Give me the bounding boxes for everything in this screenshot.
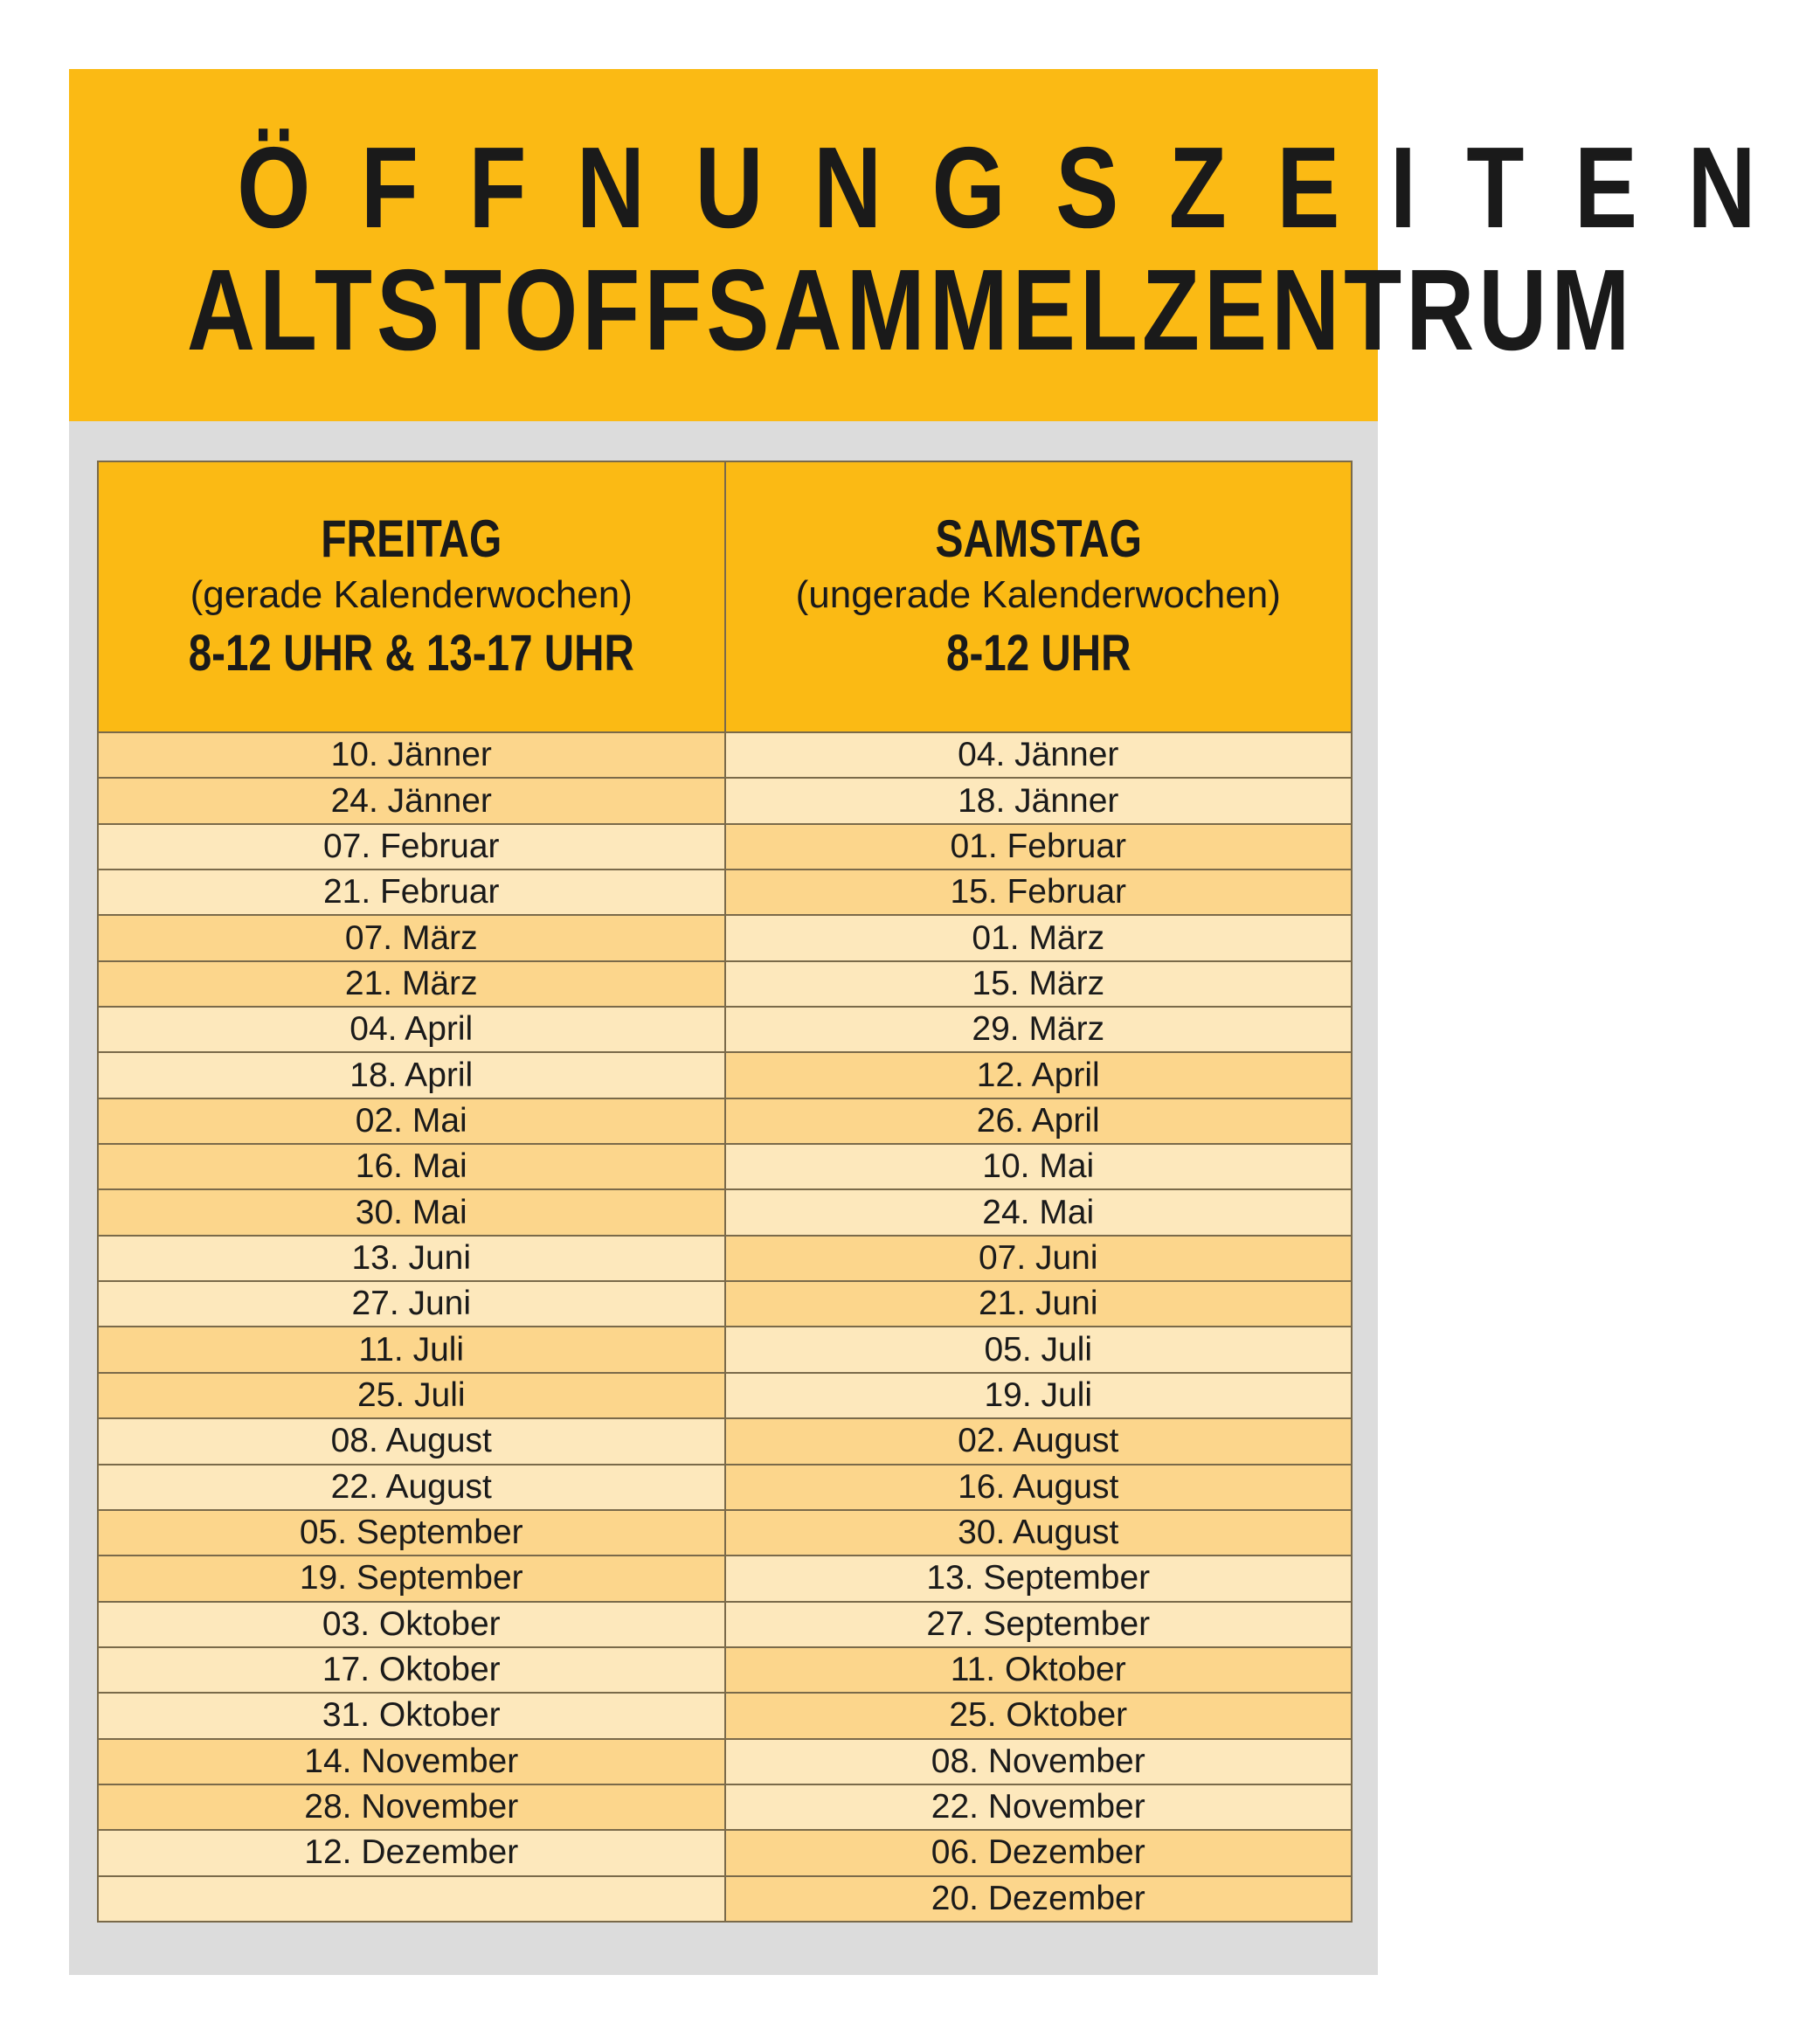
- table-row: [98, 1830, 1352, 1875]
- schedule-table: [97, 461, 1353, 1923]
- saturday-date-cell: 24. Mai: [725, 1189, 1353, 1235]
- friday-date-cell: 12. Dezember: [98, 1830, 725, 1875]
- table-row: [98, 1693, 1352, 1738]
- saturday-date-cell: 15. März: [725, 961, 1353, 1007]
- friday-day-label: FREITAG: [321, 509, 502, 568]
- table-row: [98, 1739, 1352, 1784]
- friday-date-cell: 11. Juli: [98, 1327, 725, 1372]
- friday-date-cell: 08. August: [98, 1418, 725, 1464]
- friday-date-cell: 25. Juli: [98, 1373, 725, 1418]
- friday-date-cell: 07. Februar: [98, 824, 725, 870]
- friday-date-cell: 02. Mai: [98, 1098, 725, 1144]
- saturday-date-cell: 08. November: [725, 1739, 1353, 1784]
- friday-date-cell: 07. März: [98, 915, 725, 960]
- friday-date-cell: 17. Oktober: [98, 1647, 725, 1693]
- table-row: [98, 1189, 1352, 1235]
- table-row: [98, 961, 1352, 1007]
- saturday-date-cell: 22. November: [725, 1784, 1353, 1830]
- table-row: [98, 870, 1352, 915]
- page-title: ÖFFNUNGSZEITEN: [237, 123, 1806, 252]
- table-row: [98, 778, 1352, 823]
- table-header-row: [98, 461, 1352, 732]
- table-row: [98, 1281, 1352, 1327]
- saturday-date-cell: 11. Oktober: [725, 1647, 1353, 1693]
- friday-date-cell: 19. September: [98, 1556, 725, 1601]
- saturday-date-cell: 05. Juli: [725, 1327, 1353, 1372]
- saturday-date-cell: 04. Jänner: [725, 732, 1353, 778]
- friday-date-cell: [98, 1876, 725, 1922]
- table-row: [98, 1327, 1352, 1372]
- table-row: [98, 1418, 1352, 1464]
- saturday-date-cell: 02. August: [725, 1418, 1353, 1464]
- friday-date-cell: 31. Oktober: [98, 1693, 725, 1738]
- friday-header: [98, 461, 725, 732]
- friday-date-cell: 30. Mai: [98, 1189, 725, 1235]
- friday-date-cell: 21. Februar: [98, 870, 725, 915]
- friday-date-cell: 16. Mai: [98, 1144, 725, 1189]
- table-row: [98, 1144, 1352, 1189]
- saturday-date-cell: 12. April: [725, 1052, 1353, 1098]
- saturday-date-cell: 01. Februar: [725, 824, 1353, 870]
- saturday-hours: 8-12 UHR: [945, 625, 1131, 682]
- saturday-date-cell: 06. Dezember: [725, 1830, 1353, 1875]
- saturday-date-cell: 07. Juni: [725, 1236, 1353, 1281]
- saturday-date-cell: 15. Februar: [725, 870, 1353, 915]
- table-row: [98, 915, 1352, 960]
- saturday-note: (ungerade Kalenderwochen): [795, 573, 1281, 616]
- saturday-date-cell: 10. Mai: [725, 1144, 1353, 1189]
- friday-date-cell: 22. August: [98, 1465, 725, 1510]
- saturday-date-cell: 13. September: [725, 1556, 1353, 1601]
- saturday-date-cell: 26. April: [725, 1098, 1353, 1144]
- page-subtitle: ALTSTOFFSAMMELZENTRUM: [186, 246, 1635, 374]
- saturday-date-cell: 16. August: [725, 1465, 1353, 1510]
- saturday-date-cell: 21. Juni: [725, 1281, 1353, 1327]
- saturday-header: [725, 461, 1353, 732]
- friday-date-cell: 05. September: [98, 1510, 725, 1556]
- table-row: [98, 1556, 1352, 1601]
- saturday-date-cell: 01. März: [725, 915, 1353, 960]
- friday-date-cell: 14. November: [98, 1739, 725, 1784]
- table-row: [98, 1647, 1352, 1693]
- table-row: [98, 1602, 1352, 1647]
- table-row: [98, 1465, 1352, 1510]
- table-row: [98, 1510, 1352, 1556]
- friday-date-cell: 03. Oktober: [98, 1602, 725, 1647]
- table-row: [98, 1052, 1352, 1098]
- table-row: [98, 824, 1352, 870]
- header-banner: [69, 69, 1806, 421]
- table-row: [98, 1876, 1352, 1922]
- table-row: [98, 1373, 1352, 1418]
- table-row: [98, 1236, 1352, 1281]
- saturday-date-cell: 20. Dezember: [725, 1876, 1353, 1922]
- friday-date-cell: 13. Juni: [98, 1236, 725, 1281]
- table-row: [98, 1098, 1352, 1144]
- friday-date-cell: 04. April: [98, 1007, 725, 1052]
- friday-date-cell: 27. Juni: [98, 1281, 725, 1327]
- table-row: [98, 732, 1352, 778]
- friday-date-cell: 10. Jänner: [98, 732, 725, 778]
- friday-date-cell: 24. Jänner: [98, 778, 725, 823]
- saturday-day-label: SAMSTAG: [935, 509, 1142, 568]
- friday-note: (gerade Kalenderwochen): [190, 573, 633, 616]
- friday-hours: 8-12 UHR & 13-17 UHR: [188, 625, 634, 682]
- saturday-date-cell: 30. August: [725, 1510, 1353, 1556]
- friday-date-cell: 18. April: [98, 1052, 725, 1098]
- table-row: [98, 1007, 1352, 1052]
- friday-date-cell: 28. November: [98, 1784, 725, 1830]
- table-row: [98, 1784, 1352, 1830]
- saturday-date-cell: 25. Oktober: [725, 1693, 1353, 1738]
- saturday-date-cell: 27. September: [725, 1602, 1353, 1647]
- saturday-date-cell: 18. Jänner: [725, 778, 1353, 823]
- saturday-date-cell: 29. März: [725, 1007, 1353, 1052]
- saturday-date-cell: 19. Juli: [725, 1373, 1353, 1418]
- friday-date-cell: 21. März: [98, 961, 725, 1007]
